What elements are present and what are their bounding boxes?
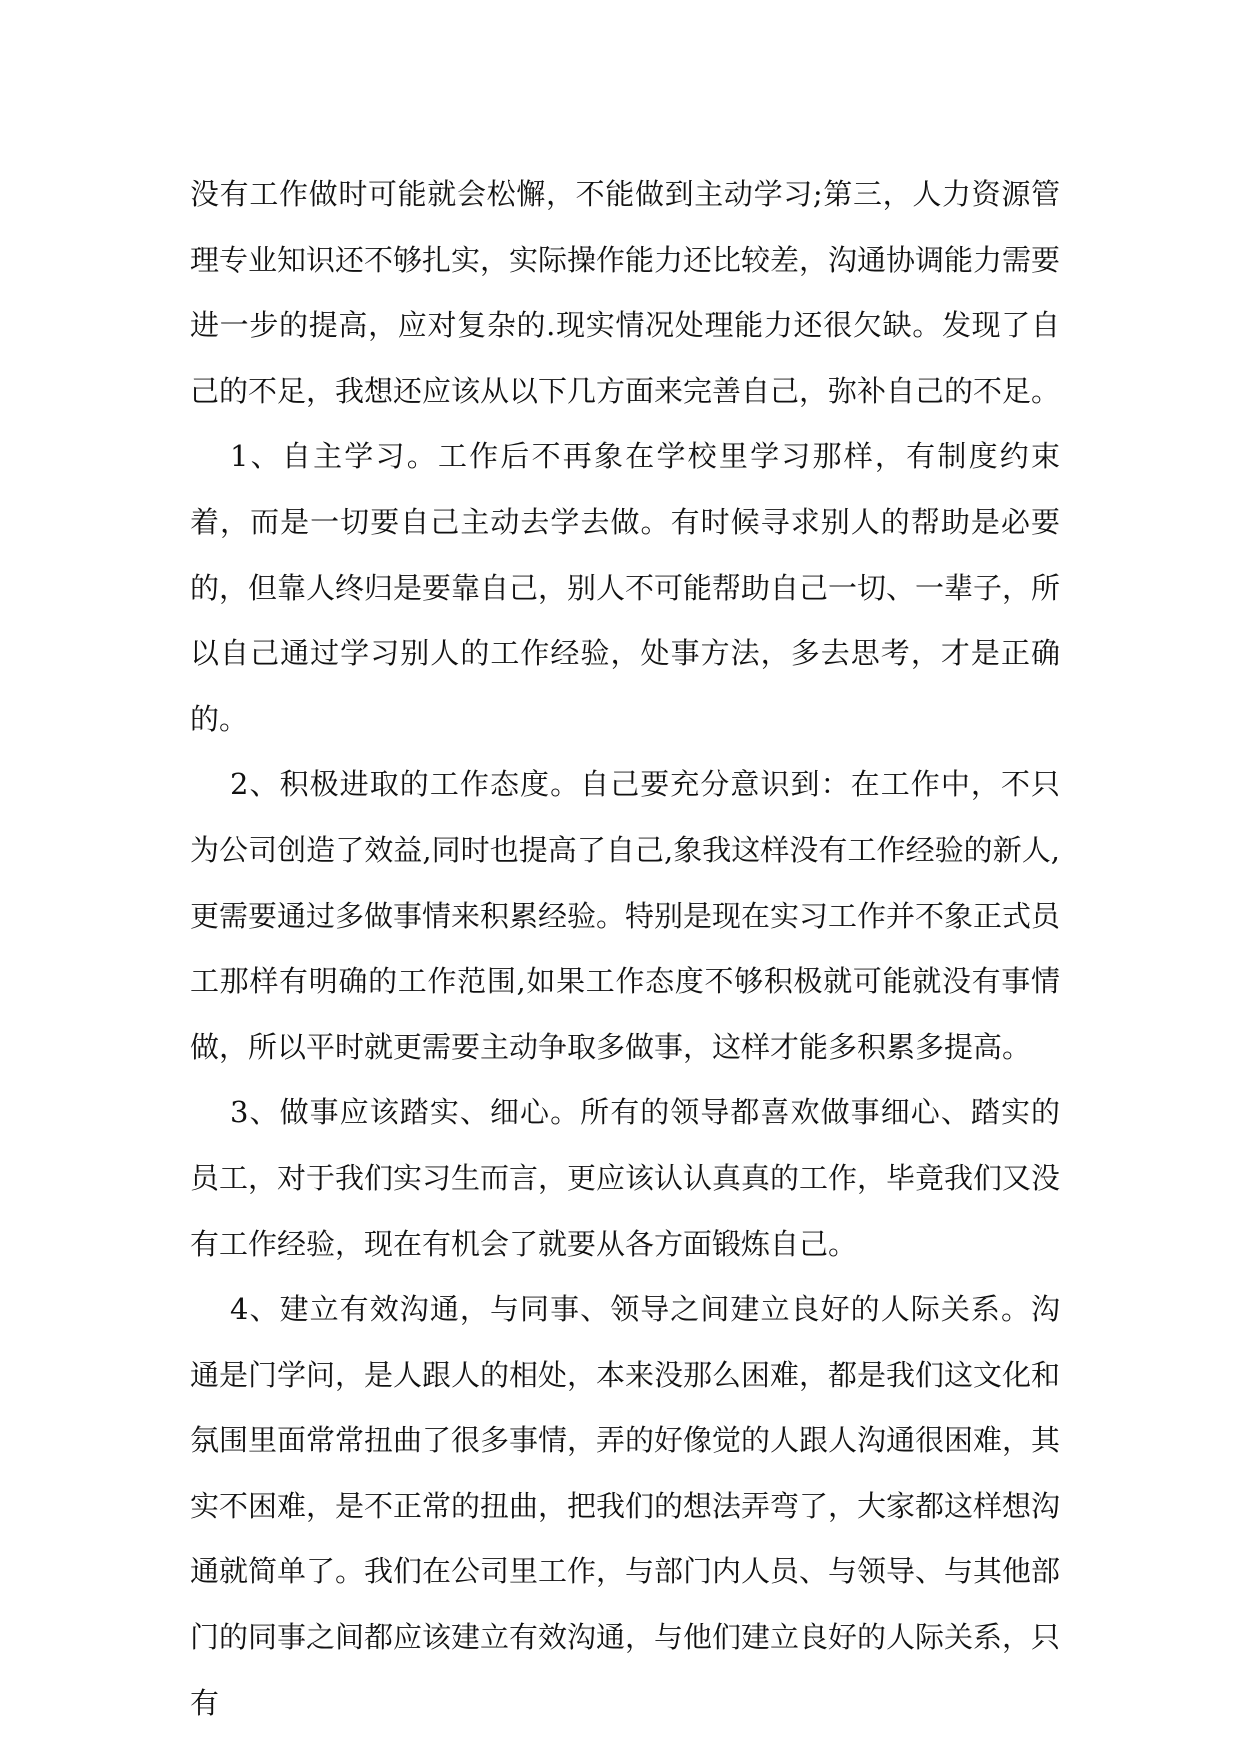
document-body	[190, 162, 1060, 1736]
paragraph-intro: 没有工作做时可能就会松懈，不能做到主动学习;第三，人力资源管理专业知识还不够扎实，实际操作能力还比较差，沟通协调能力需要进一步的提高，应对复杂的.现实情况处理能力还很欠缺。发现了自己的不足，我想还应该从以下几方面来完善自己，弥补自己的不足。	[190, 177, 1061, 408]
paragraph-self-study: 1、自主学习。工作后不再象在学校里学习那样，有制度约束着，而是一切要自己主动去学去做。有时候寻求别人的帮助是必要的，但靠人终归是要靠自己，别人不可能帮助自己一切、一辈子，所以自己通过学习别人的工作经验，处事方法，多去思考，才是正确的。	[190, 439, 1061, 736]
paragraph-work-attitude: 2、积极进取的工作态度。自己要充分意识到：在工作中，不只为公司创造了效益,同时也提高了自己,象我这样没有工作经验的新人,更需要通过多做事情来积累经验。特别是现在实习工作并不象正式员工那样有明确的工作范围,如果工作态度不够积极就可能就没有事情做，所以平时就更需要主动争取多做事，这样才能多积累多提高。	[190, 767, 1061, 1064]
paragraph-diligence: 3、做事应该踏实、细心。所有的领导都喜欢做事细心、踏实的员工，对于我们实习生而言，更应该认认真真的工作，毕竟我们又没有工作经验，现在有机会了就要从各方面锻炼自己。	[190, 1095, 1061, 1261]
paragraph-communication: 4、建立有效沟通，与同事、领导之间建立良好的人际关系。沟通是门学问，是人跟人的相处，本来没那么困难，都是我们这文化和氛围里面常常扭曲了很多事情，弄的好像觉的人跟人沟通很困难，其实不困难，是不正常的扭曲，把我们的想法弄弯了，大家都这样想沟通就简单了。我们在公司里工作，与部门内人员、与领导、与其他部门的同事之间都应该建立有效沟通，与他们建立良好的人际关系，只有	[190, 1292, 1061, 1720]
